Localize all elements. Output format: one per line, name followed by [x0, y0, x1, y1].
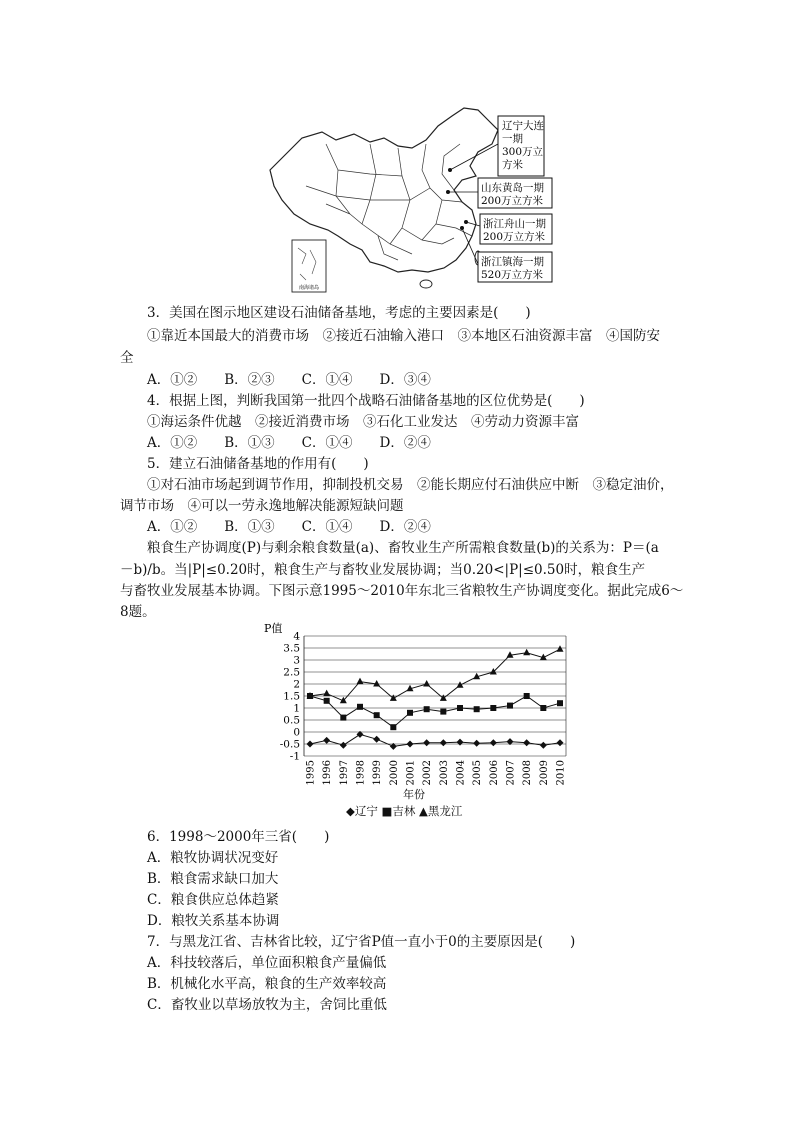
legend-square-icon: ■: [381, 804, 393, 818]
data-point: [373, 736, 380, 743]
question-3-options-cont: 全: [120, 350, 134, 366]
y-tick-label: 3: [293, 654, 300, 667]
data-point: [490, 705, 496, 711]
data-point: [340, 742, 347, 749]
y-tick-label: 0: [293, 726, 300, 739]
x-tick-label: 2010: [555, 760, 567, 786]
label-zhenhai: [478, 252, 552, 282]
data-point: [474, 706, 480, 712]
data-point: [323, 690, 330, 697]
data-point: [323, 737, 330, 744]
data-point: [557, 739, 564, 746]
svg-text:方米: 方米: [502, 159, 523, 171]
x-tick-label: 2006: [488, 760, 500, 786]
data-point: [557, 700, 563, 706]
svg-text:200万立方米: 200万立方米: [483, 231, 546, 243]
x-tick-label: 2003: [438, 760, 450, 786]
question-3-options: ①靠近本国最大的消费市场 ②接近石油输入港口 ③本地区石油资源丰富 ④国防安: [147, 328, 660, 344]
data-point: [440, 709, 446, 715]
question-5-options: ①对石油市场起到调节作用，抑制投机交易 ②能长期应付石油供应中断 ③稳定油价，: [147, 477, 674, 493]
data-point: [540, 742, 547, 749]
inset-caption: 南海诸岛: [298, 285, 320, 291]
series-line: [310, 696, 560, 727]
p-value-chart: [254, 620, 574, 820]
question-6: 6．1998～2000年三省( ): [147, 829, 330, 845]
data-point: [440, 694, 447, 701]
question-5-choices: A．①② B．①③ C．①④ D．②④: [147, 519, 431, 535]
y-tick-label: 4: [293, 630, 300, 643]
intro-line-4: 8题。: [120, 604, 156, 620]
data-point: [524, 693, 530, 699]
question-4: 4．根据上图，判断我国第一批四个战略石油储备基地的区位优势是( ): [147, 393, 585, 409]
y-tick-label: -0.5: [279, 738, 300, 751]
svg-text:一期: 一期: [502, 133, 523, 145]
data-point: [407, 741, 414, 748]
data-point: [307, 741, 314, 748]
y-tick-label: 1.5: [283, 690, 300, 703]
question-7-option-b: B．机械化水平高，粮食的生产效率较高: [147, 976, 387, 992]
data-point: [457, 739, 464, 746]
x-tick-label: 2009: [538, 760, 550, 786]
data-point: [540, 705, 546, 711]
y-tick-label: 0.5: [283, 714, 300, 727]
svg-text:辽宁大连: 辽宁大连: [502, 120, 544, 132]
series-line: [310, 734, 560, 746]
question-7-option-c: C．畜牧业以草场放牧为主，舍饲比重低: [147, 997, 387, 1013]
data-point: [340, 715, 346, 721]
x-tick-label: 2005: [472, 760, 484, 786]
y-tick-label: 2: [293, 678, 300, 691]
data-point: [507, 703, 513, 709]
legend-heilongjiang: 黑龙江: [427, 804, 463, 818]
question-7: 7．与黑龙江省、吉林省比较，辽宁省P值一直小于0的主要原因是( ): [147, 934, 576, 950]
data-point: [324, 698, 330, 704]
x-tick-label: 1995: [305, 760, 317, 786]
data-point: [423, 739, 430, 746]
data-point: [390, 724, 396, 730]
x-tick-label: 2001: [405, 760, 417, 786]
question-5-options-cont: 调节市场 ④可以一劳永逸地解决能源短缺问题: [120, 498, 404, 514]
question-3-choices: A．①② B．②③ C．①④ D．③④: [147, 372, 431, 388]
data-point: [423, 680, 430, 687]
intro-line-3: 与畜牧业发展基本协调。下图示意1995～2010年东北三省粮牧生产协调度变化。据此完成6～: [120, 583, 684, 599]
series-line: [310, 649, 560, 701]
data-point: [357, 704, 363, 710]
question-4-options: ①海运条件优越 ②接近消费市场 ③石化工业发达 ④劳动力资源丰富: [147, 414, 579, 430]
data-point: [523, 649, 530, 656]
data-point: [440, 739, 447, 746]
intro-line-2: －b)/b。当|P|≤0.20时，粮食生产与畜牧业发展协调；当0.20<|P|≤0.50时，粮食生产: [120, 562, 646, 578]
data-point: [557, 645, 564, 652]
data-point: [490, 739, 497, 746]
question-7-option-a: A．科技较落后，单位面积粮食产量偏低: [147, 955, 387, 971]
data-point: [424, 706, 430, 712]
x-tick-label: 1998: [355, 760, 367, 786]
question-6-option-c: C．粮食供应总体趋紧: [147, 892, 279, 908]
x-tick-label: 2008: [522, 760, 534, 786]
y-tick-label: -1: [289, 750, 300, 763]
legend-jilin: 吉林: [392, 804, 416, 818]
x-tick-label: 2002: [422, 760, 434, 786]
data-point: [407, 710, 413, 716]
svg-text:浙江舟山一期: 浙江舟山一期: [483, 218, 546, 230]
data-point: [473, 740, 480, 747]
question-6-option-b: B．粮食需求缺口加大: [147, 871, 279, 887]
question-6-option-d: D．粮牧关系基本协调: [147, 913, 280, 929]
question-6-option-a: A．粮牧协调状况变好: [147, 850, 279, 866]
x-tick-label: 2007: [505, 760, 517, 786]
label-huangdao: [478, 178, 552, 208]
x-tick-label: 1996: [322, 760, 334, 786]
svg-text:山东黄岛一期: 山东黄岛一期: [481, 182, 544, 194]
x-tick-label: 1999: [372, 760, 384, 786]
data-point: [457, 705, 463, 711]
x-tick-label: 2000: [388, 760, 400, 786]
label-zhoushan: [480, 214, 552, 244]
chart-legend: [346, 803, 462, 819]
question-4-choices: A．①② B．①③ C．①④ D．②④: [147, 435, 431, 451]
data-point: [523, 739, 530, 746]
y-tick-label: 1: [293, 702, 300, 715]
data-point: [357, 678, 364, 685]
svg-text:520万立方米: 520万立方米: [481, 269, 544, 281]
data-point: [390, 694, 397, 701]
svg-text:浙江镇海一期: 浙江镇海一期: [481, 256, 544, 268]
y-tick-label: 3.5: [283, 642, 300, 655]
chart-xlabel: 年份: [403, 788, 425, 801]
intro-line-1: 粮食生产协调度(P)与剩余粮食数量(a)、畜牧业生产所需粮食数量(b)的关系为：P＝(a: [147, 540, 659, 556]
label-dalian: [498, 116, 544, 176]
question-5: 5．建立石油储备基地的作用有( ): [147, 456, 369, 472]
x-tick-label: 2004: [455, 760, 467, 786]
data-point: [374, 712, 380, 718]
chart-ylabel: P值: [264, 622, 283, 635]
y-tick-label: 2.5: [283, 666, 300, 679]
svg-text:200万立方米: 200万立方米: [481, 195, 544, 207]
legend-triangle-icon: ▲: [419, 804, 428, 818]
legend-diamond-icon: ◆: [346, 804, 355, 818]
svg-text:300万立: 300万立: [502, 146, 544, 158]
question-3: 3．美国在图示地区建设石油储备基地，考虑的主要因素是( ): [147, 305, 531, 321]
x-tick-label: 1997: [338, 760, 350, 786]
china-map: [266, 104, 566, 294]
legend-liaoning: 辽宁: [354, 804, 378, 818]
